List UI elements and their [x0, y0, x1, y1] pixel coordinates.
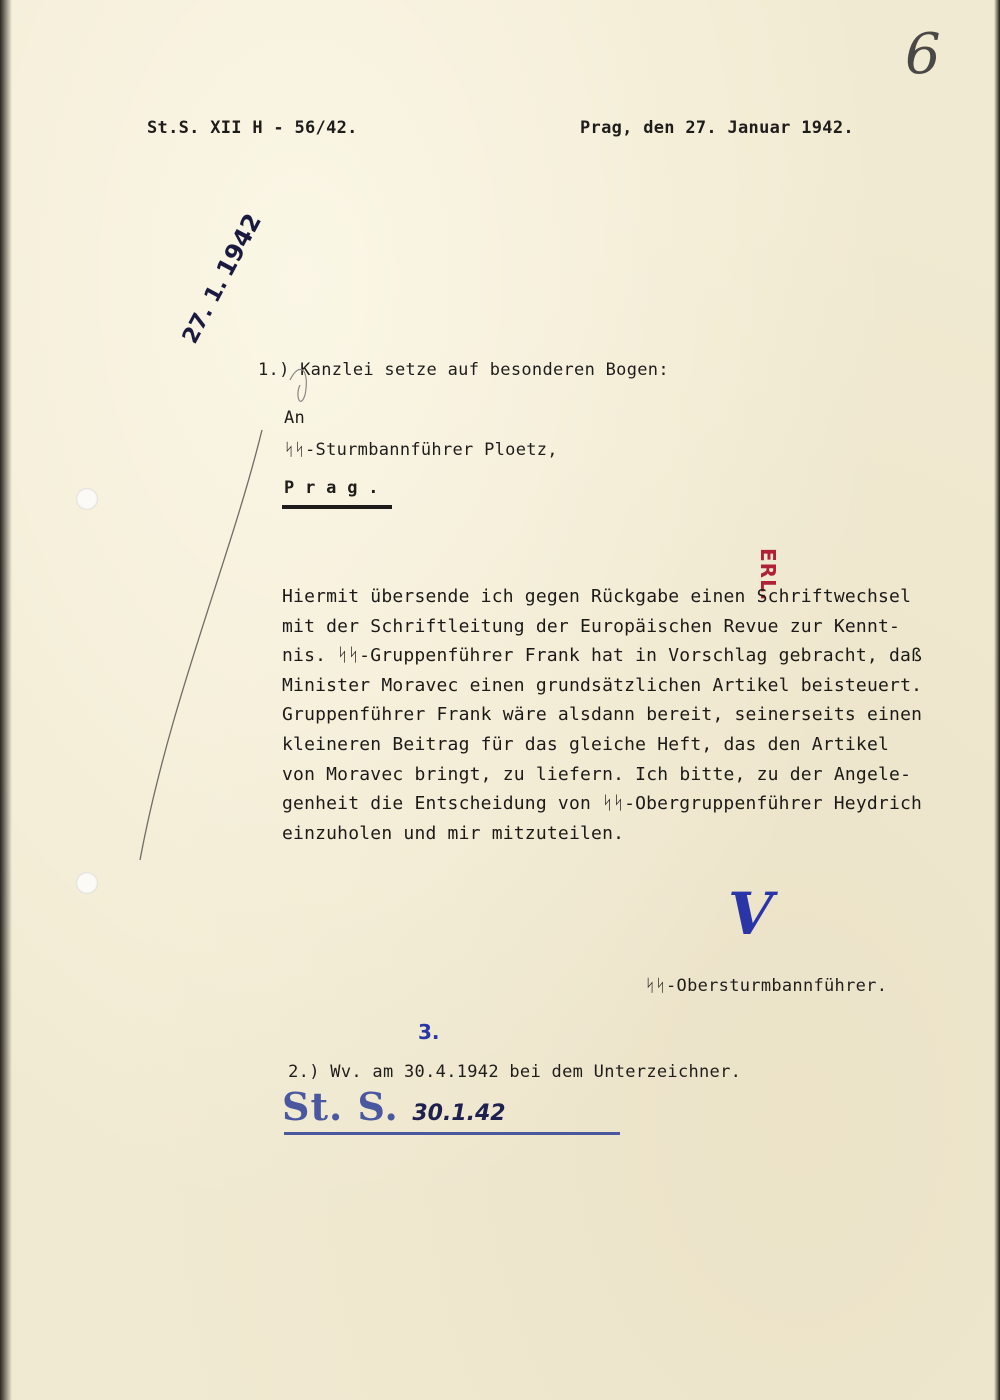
- office-stamp: [282, 1084, 506, 1129]
- wv-suffix: .1942 bei dem Unterzeichner.: [446, 1062, 742, 1082]
- wv-prefix: 2.) Wv. am 30.: [288, 1062, 436, 1082]
- office-stamp-underline: [284, 1132, 620, 1135]
- body-line: nis. ᛋᛋ-Gruppenführer Frank hat in Vorschlag gebracht, daß: [282, 645, 923, 667]
- office-stamp-date: 30.1.42: [412, 1101, 506, 1126]
- body-line: einzuholen und mir mitzuteilen.: [282, 822, 625, 844]
- place-date: Prag, den 27. Januar 1942.: [580, 118, 854, 138]
- address-to: An: [284, 408, 306, 428]
- reference-number: St.S. XII H - 56/42.: [147, 118, 358, 138]
- wv-month: 4: [435, 1062, 447, 1082]
- body-line: von Moravec bringt, zu liefern. Ich bitte, zu der Angele-: [282, 763, 912, 785]
- address-city: P r a g .: [284, 478, 379, 498]
- body-line: genheit die Entscheidung von ᛋᛋ-Obergruppenführer Heydrich: [282, 793, 923, 815]
- signature-initial: V: [728, 880, 774, 948]
- stamp-day-month: 27. 1.: [177, 274, 234, 348]
- body-line: Hiermit übersende ich gegen Rückgabe einen Schriftwechsel: [282, 586, 912, 607]
- stamp-year: 1942: [210, 208, 267, 282]
- address-recipient: ᛋᛋ-Sturmbannführer Ploetz,: [284, 440, 558, 460]
- instruction-kanzlei: 1.) Kanzlei setze auf besonderen Bogen:: [258, 360, 669, 380]
- body-line: kleineren Beitrag für das gleiche Heft, das den Artikel: [282, 733, 890, 755]
- office-stamp-label: St. S.: [282, 1084, 399, 1129]
- month-correction: 3.: [418, 1020, 440, 1044]
- letter-body: [282, 582, 994, 848]
- body-line: Gruppenführer Frank wäre alsdann bereit, seinerseits einen: [282, 704, 923, 726]
- body-line: Minister Moravec einen grundsätzlichen Artikel beisteuert.: [282, 674, 923, 696]
- red-vertical-stamp: ERL.: [756, 548, 780, 602]
- body-line: mit der Schriftleitung der Europäischen Revue zur Kennt-: [282, 615, 901, 637]
- handwritten-page-number: 6: [905, 22, 941, 87]
- signatory-title: ᛋᛋ-Obersturmbannführer.: [645, 976, 888, 996]
